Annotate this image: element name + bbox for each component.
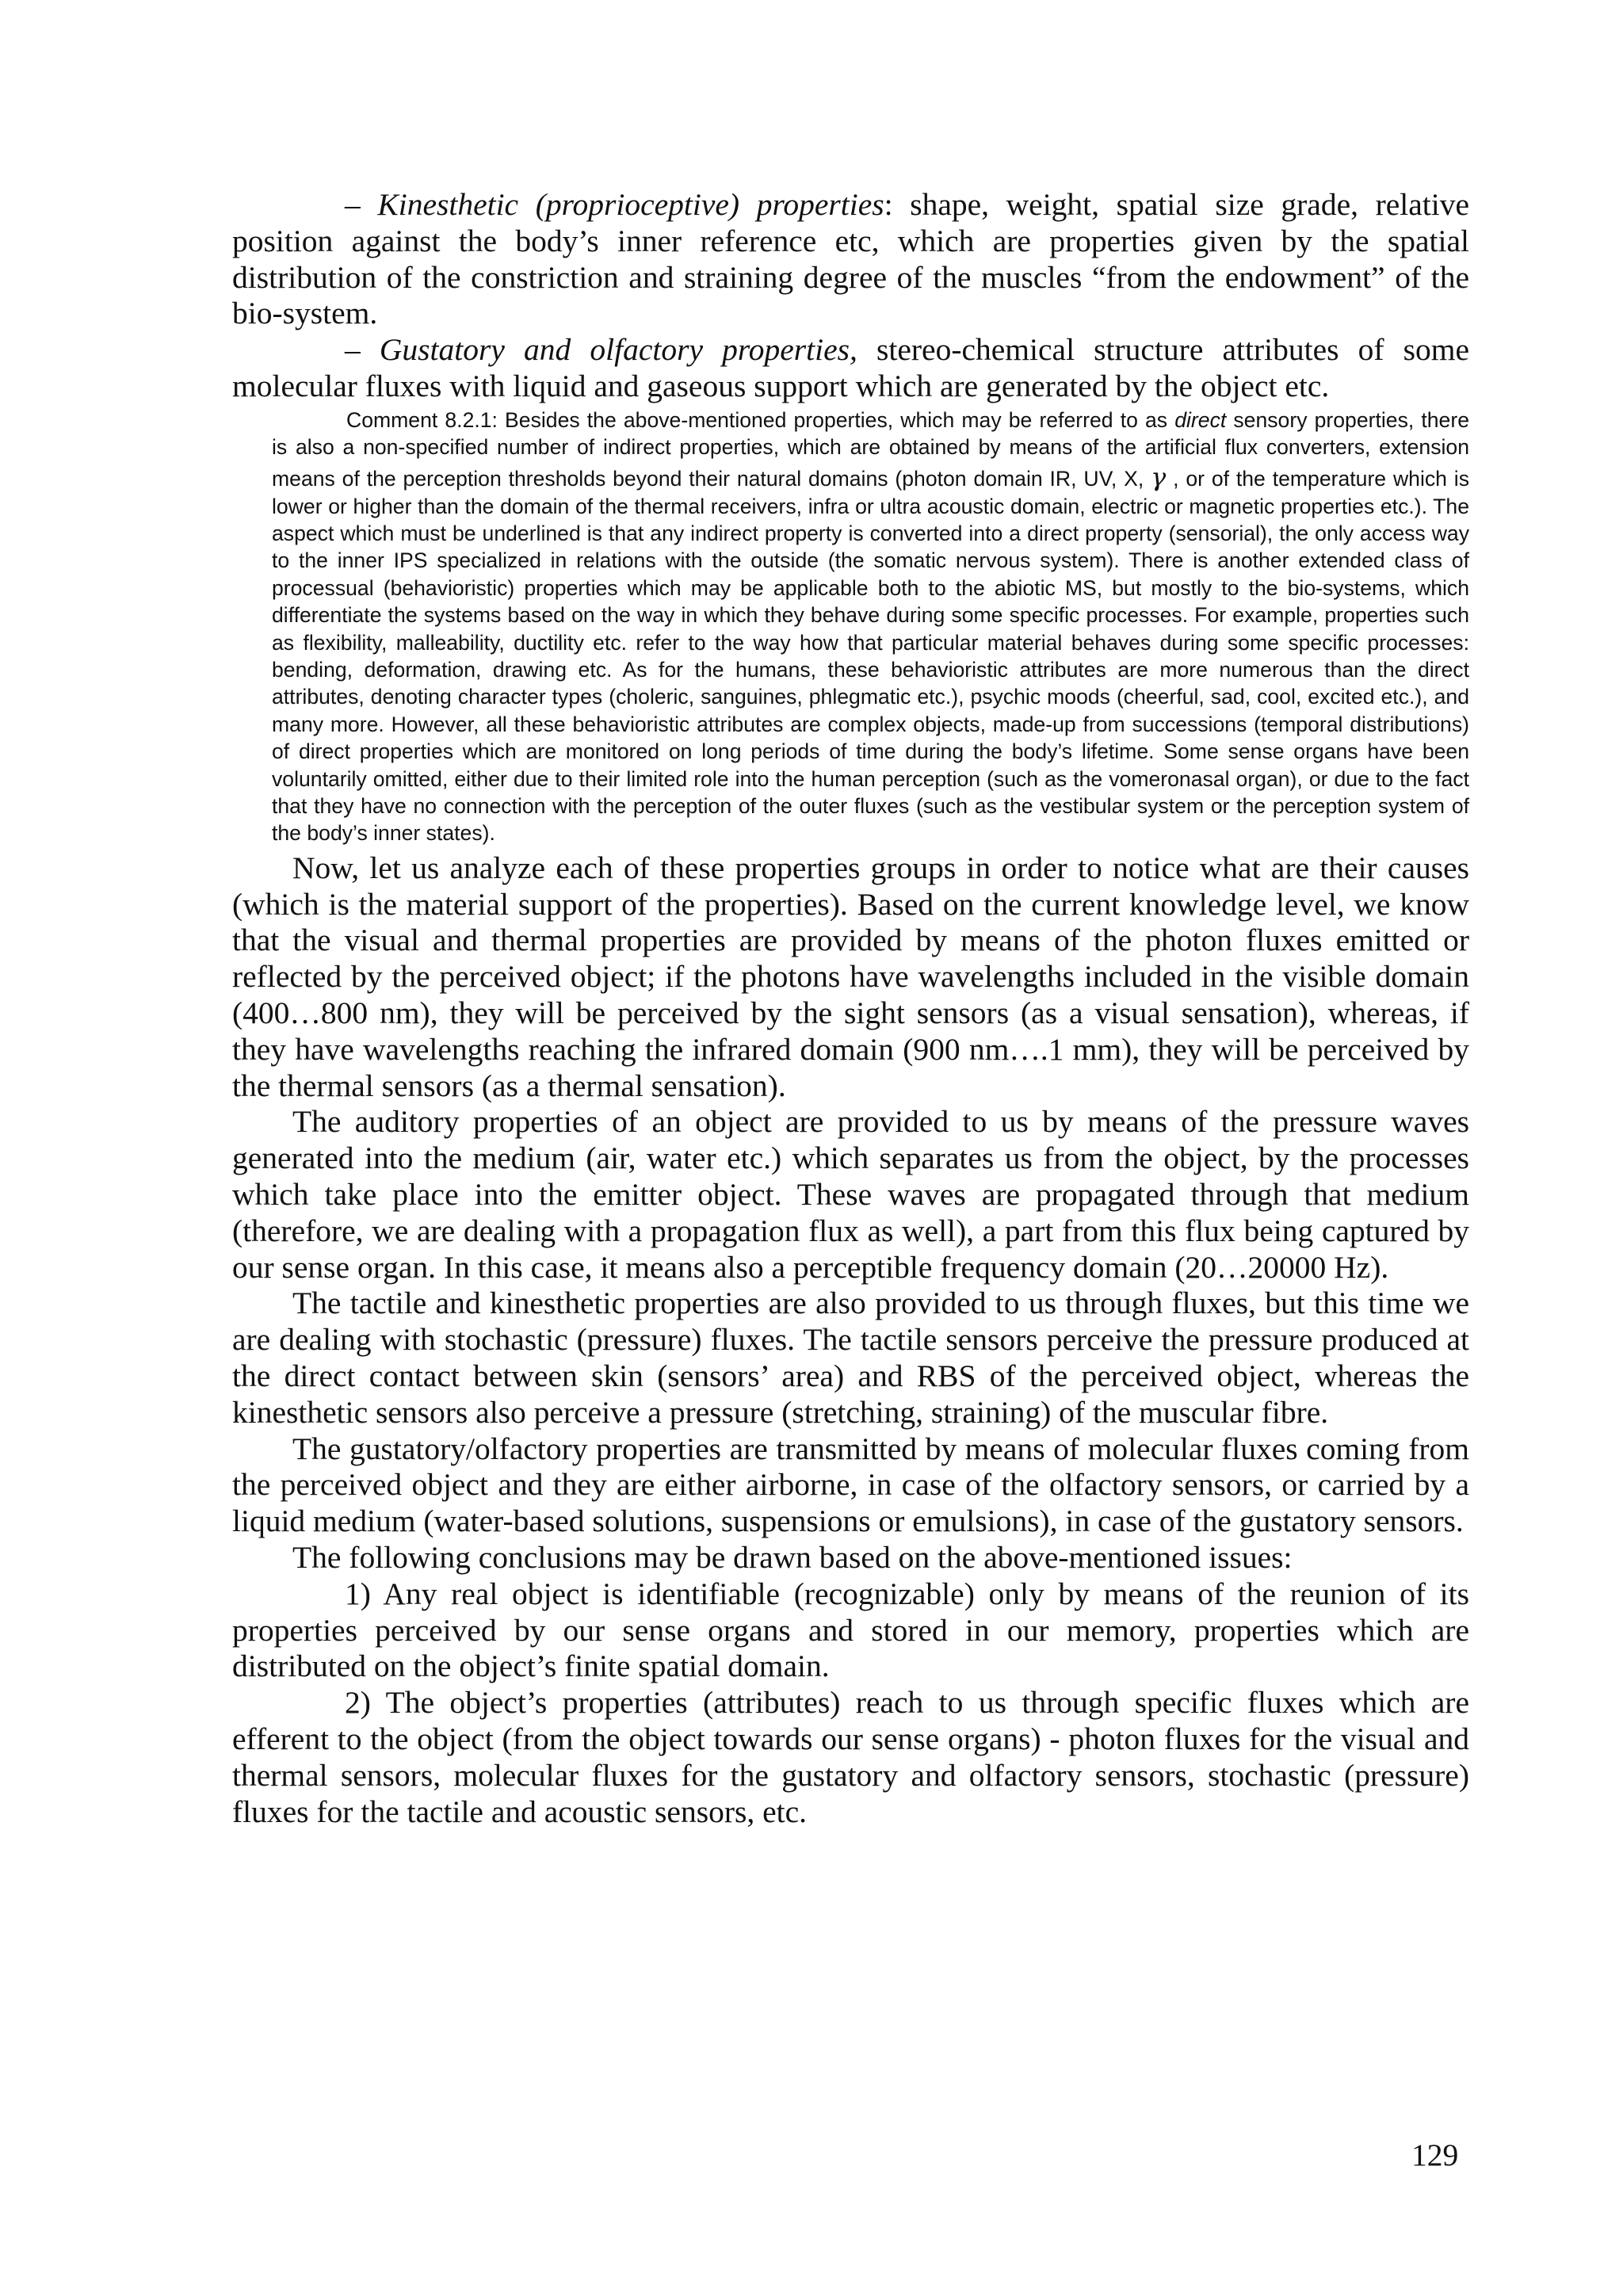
bullet-term: Kinesthetic (proprioceptive) properties bbox=[377, 187, 884, 222]
conclusion-item: 1) Any real object is identifiable (recognizable) only by means of the reunion of its properties perceived by our sense organs and stored in our memory, properties which are distributed on the object’s finite spatial domain. bbox=[232, 1576, 1469, 1684]
gamma-symbol: γ bbox=[1151, 461, 1167, 492]
bullet-term: Gustatory and olfactory properties, bbox=[379, 332, 857, 368]
paragraph-gustatory: The gustatory/olfactory properties are transmitted by means of molecular fluxes coming from the perceived object and they are either airborne, in case of the olfactory sensors, or carried by a liquid medium (water-based solutions, suspensions or emulsions), in case of the gustatory sensors. bbox=[232, 1431, 1469, 1539]
paragraph-auditory: The auditory properties of an object are provided to us by means of the pressure waves generated into the medium (air, water etc.) which separates us from the object, by the processes which take place into the emitter object. These waves are propagated through that medium (therefore, we are dealing with a propagation flux as well), a part from this flux being captured by our sense organ. In this case, it means also a perceptible frequency domain (20…20000 Hz). bbox=[232, 1104, 1469, 1285]
page-body bbox=[232, 187, 1469, 1830]
comment-part-1: sensory properties, there is also a non-specified number of indirect properties, which are obtained by means of the artificial flux converters, extension means of the perception thresholds beyond their natural domains (photon domain IR, UV, X, bbox=[272, 407, 1469, 491]
conclusion-item: 2) The object’s properties (attributes) reach to us through specific fluxes which are efferent to the object (from the object towards our sense organs) - photon fluxes for the visual and thermal sensors, molecular fluxes for the gustatory and olfactory sensors, stochastic (pressure) fluxes for the tactile and acoustic sensors, etc. bbox=[232, 1685, 1469, 1829]
bullet-gustatory bbox=[232, 332, 1469, 405]
bullet-text: stereo-chemical structure attributes of some molecular fluxes with liquid and gaseous support which are generated by the object etc. bbox=[232, 332, 1470, 403]
bullet-kinesthetic bbox=[232, 187, 1469, 332]
comment-italic-direct: direct bbox=[1174, 407, 1227, 432]
comment-block bbox=[272, 407, 1469, 847]
paragraph-conclusions-intro: The following conclusions may be drawn based on the above-mentioned issues: bbox=[292, 1540, 1293, 1576]
comment-part-2: , or of the temperature which is lower or higher than the domain of the thermal receivers, infra or ultra acoustic domain, electric or magnetic properties etc.). The aspect which must be underlined is that any indirect property is converted into a direct property (sensorial), the only access way to the inner IPS specialized in relations with the outside (the somatic nervous system). There is another extended class of processual (behavioristic) properties which may be applicable both to the abiotic MS, but mostly to the bio-systems, which differentiate the systems based on the way in which they behave during some specific processes. For example, properties such as flexibility, malleability, ductility etc. refer to the way how that particular material behaves during some specific processes: bending, deformation, drawing etc. As for the humans, these behavioristic attributes are more numerous than the direct attributes, denoting character types (choleric, sanguines, phlegmatic etc.), psychic moods (cheerful, sad, cool, excited etc.), and many more. However, all these behavioristic attributes are complex objects, made-up from successions (temporal distributions) of direct properties which are monitored on long periods of time during the body’s lifetime. Some sense organs have been voluntarily omitted, either due to their limited role into the human perception (such as the vomeronasal organ), or due to the fact that they have no connection with the perception of the outer fluxes (such as the vestibular system or the perception system of the body’s inner states). bbox=[272, 466, 1470, 846]
paragraph-properties-causes: Now, let us analyze each of these properties groups in order to notice what are their causes (which is the material support of the properties). Based on the current knowledge level, we know that the visual and thermal properties are provided by means of the photon fluxes emitted or reflected by the perceived object; if the photons have wavelengths included in the visible domain (400…800 nm), they will be perceived by the sight sensors (as a visual sensation), whereas, if they have wavelengths reaching the infrared domain (900 nm….1 mm), they will be perceived by the thermal sensors (as a thermal sensation). bbox=[232, 850, 1469, 1103]
bullet-dash: – bbox=[345, 332, 361, 368]
paragraph-tactile: The tactile and kinesthetic properties are also provided to us through fluxes, but this time we are dealing with stochastic (pressure) fluxes. The tactile sensors perceive the pressure produced at the direct contact between skin (sensors’ area) and RBS of the perceived object, whereas the kinesthetic sensors also perceive a pressure (stretching, straining) of the muscular fibre. bbox=[232, 1286, 1469, 1430]
comment-label: Comment 8.2.1: Besides the above-mentioned properties, which may be referred to as bbox=[346, 407, 1175, 432]
bullet-text: : shape, weight, spatial size grade, relative position against the body’s inner reference etc, which are properties given by the spatial distribution of the constriction and straining degree of the muscles “from the endowment” of the bio-system. bbox=[232, 187, 1470, 331]
bullet-dash: – bbox=[345, 187, 361, 222]
page-number: 129 bbox=[1411, 2137, 1459, 2172]
